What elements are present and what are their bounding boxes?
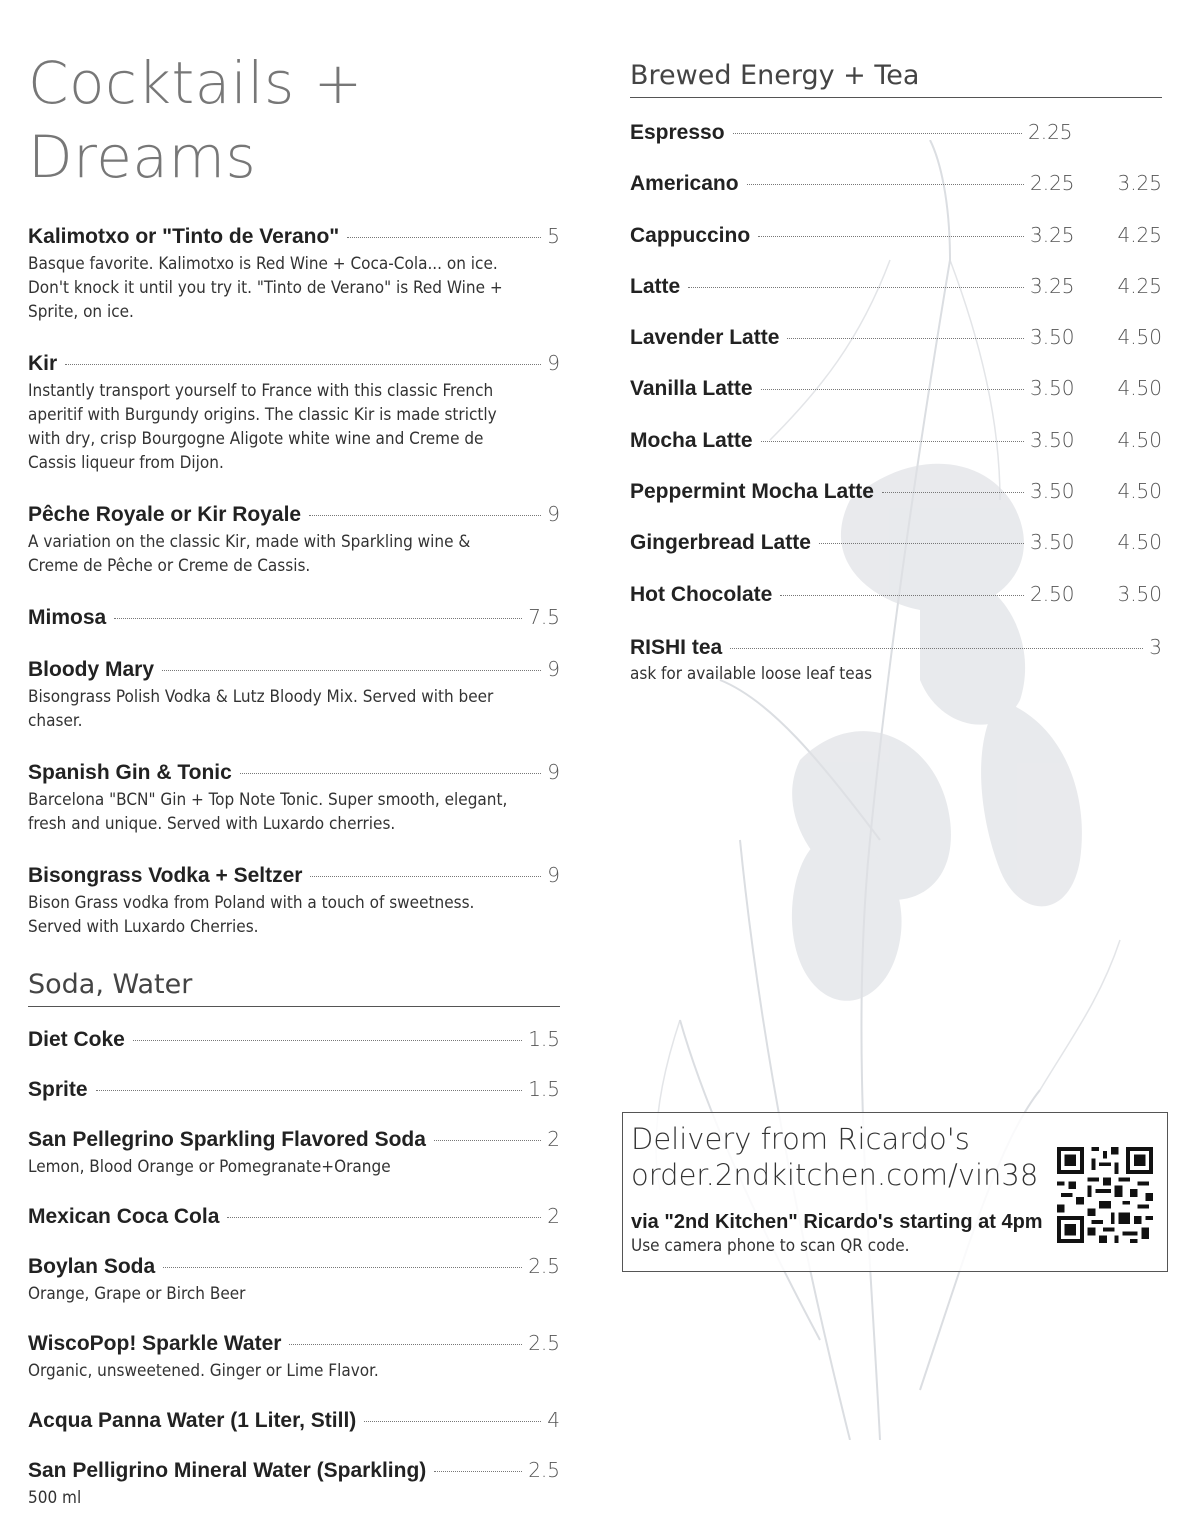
menu-item — [630, 582, 1162, 633]
dot-leader — [309, 515, 541, 516]
left-column — [28, 46, 560, 1535]
menu-item — [28, 1408, 560, 1433]
item-name: Latte — [630, 274, 681, 298]
menu-item — [28, 605, 560, 630]
item-price: 2.50 — [1030, 581, 1075, 606]
delivery-box — [622, 1112, 1168, 1272]
item-price-large: 4.50 — [1117, 376, 1162, 401]
item-price: 3 — [1149, 634, 1162, 659]
item-name: Kir — [28, 352, 58, 375]
item-name: Pêche Royale or Kir Royale — [28, 503, 302, 526]
item-price-large: 4.50 — [1117, 530, 1162, 555]
menu-item — [28, 760, 560, 836]
dot-leader — [96, 1090, 523, 1091]
dot-leader — [780, 595, 1024, 596]
item-name: Hot Chocolate — [630, 582, 773, 606]
item-name: Cappuccino — [630, 223, 751, 247]
dot-leader — [289, 1344, 522, 1345]
item-price-large: 4.25 — [1117, 222, 1162, 247]
menu-item — [28, 502, 560, 578]
item-name: Peppermint Mocha Latte — [630, 480, 874, 504]
menu-item — [630, 325, 1162, 376]
item-price: 9 — [547, 760, 560, 784]
item-description: Basque favorite. Kalimotxo is Red Wine + Coca-Cola... on ice. Don't knock it until you try it. "Tinto de Verano" is Red Wine + Sprite, on ice. — [28, 254, 503, 322]
menu-item — [630, 376, 1162, 427]
item-price: 2.5 — [528, 1331, 560, 1355]
dot-leader — [688, 287, 1024, 288]
menu-item — [28, 1331, 560, 1383]
item-name: Sprite — [28, 1078, 88, 1101]
dot-leader — [114, 618, 522, 619]
dot-leader — [758, 236, 1024, 237]
dot-leader — [747, 184, 1024, 185]
item-price: 1.5 — [528, 1077, 560, 1101]
item-name: Boylan Soda — [28, 1255, 156, 1278]
item-price-large: 4.50 — [1117, 427, 1162, 452]
item-name: Acqua Panna Water (1 Liter, Still) — [28, 1409, 357, 1432]
menu-item — [630, 223, 1162, 274]
item-price: 2 — [547, 1127, 560, 1151]
menu-item — [28, 1204, 560, 1229]
section-heading: Soda, Water — [28, 969, 560, 1007]
item-name: RISHI tea — [630, 635, 723, 659]
item-name: Kalimotxo or "Tinto de Verano" — [28, 225, 340, 248]
title-line-2: Dreams — [28, 123, 257, 191]
dot-leader — [730, 648, 1143, 649]
item-name: San Pelligrino Mineral Water (Sparkling) — [28, 1459, 427, 1482]
dot-leader — [133, 1040, 522, 1041]
menu-item-rishi-tea — [630, 635, 1162, 686]
item-price: 5 — [547, 224, 560, 248]
item-price: 1.5 — [528, 1027, 560, 1051]
item-description: Bisongrass Polish Vodka & Lutz Bloody Mix. Served with beer chaser. — [28, 687, 494, 731]
item-price: 2.5 — [528, 1254, 560, 1278]
item-name: Espresso — [630, 121, 725, 144]
item-price: 3.50 — [1030, 325, 1075, 350]
menu-item — [630, 120, 1073, 171]
item-price: 2 — [547, 1204, 560, 1228]
item-price: 7.5 — [528, 605, 560, 629]
dot-leader — [761, 389, 1024, 390]
item-price-large: 4.25 — [1117, 273, 1162, 298]
item-description: 500 ml — [28, 1488, 82, 1508]
page-title — [28, 46, 560, 194]
menu-item — [630, 171, 1162, 222]
item-price: 3.25 — [1030, 273, 1075, 298]
item-price: 3.50 — [1030, 479, 1075, 504]
item-price: 3.50 — [1030, 376, 1075, 401]
item-name: Bloody Mary — [28, 658, 155, 681]
item-price-large: 3.25 — [1117, 171, 1162, 196]
item-name: WiscoPop! Sparkle Water — [28, 1332, 282, 1355]
right-column — [630, 60, 1162, 686]
item-price: 9 — [547, 657, 560, 681]
item-name: Gingerbread Latte — [630, 531, 811, 555]
dot-leader — [434, 1140, 541, 1141]
delivery-note: Use camera phone to scan QR code. — [631, 1236, 910, 1256]
item-description: Lemon, Blood Orange or Pomegranate+Orange — [28, 1157, 391, 1177]
item-name: Vanilla Latte — [630, 377, 753, 401]
menu-item — [28, 1027, 560, 1052]
menu-item — [630, 530, 1162, 581]
menu-item — [28, 224, 560, 324]
delivery-heading: Delivery from Ricardo's — [631, 1122, 970, 1156]
item-name: Mimosa — [28, 606, 107, 629]
item-description: Bison Grass vodka from Poland with a touch of sweetness. Served with Luxardo Cherries. — [28, 893, 475, 937]
title-line-1: Cocktails + — [28, 49, 363, 117]
item-description: Orange, Grape or Birch Beer — [28, 1284, 246, 1304]
item-price: 9 — [547, 351, 560, 375]
soda-water-section — [28, 969, 560, 1510]
item-price: 9 — [547, 863, 560, 887]
item-description: A variation on the classic Kir, made with Sparkling wine & Creme de Pêche or Creme de Cassis. — [28, 532, 471, 576]
dot-leader — [347, 237, 541, 238]
cocktails-list — [28, 224, 560, 939]
item-description: ask for available loose leaf teas — [630, 663, 873, 684]
item-price: 3.50 — [1030, 530, 1075, 555]
menu-item — [630, 479, 1162, 530]
soda-list — [28, 1027, 560, 1510]
item-name: Mexican Coca Cola — [28, 1205, 220, 1228]
menu-item — [28, 863, 560, 939]
dot-leader — [364, 1421, 541, 1422]
dot-leader — [787, 338, 1024, 339]
item-name: Bisongrass Vodka + Seltzer — [28, 864, 303, 887]
item-price: 4 — [547, 1408, 560, 1432]
item-price-large: 4.50 — [1117, 325, 1162, 350]
item-name: Lavender Latte — [630, 326, 780, 350]
dot-leader — [761, 441, 1024, 442]
menu-item — [630, 274, 1162, 325]
item-description: Barcelona "BCN" Gin + Top Note Tonic. Super smooth, elegant, fresh and unique. Served with Luxardo cherries. — [28, 790, 508, 834]
item-price: 3.25 — [1030, 222, 1075, 247]
item-price: 2.25 — [1030, 171, 1075, 196]
item-name: Americano — [630, 172, 739, 196]
item-price: 9 — [547, 502, 560, 526]
menu-item — [28, 657, 560, 733]
item-description: Organic, unsweetened. Ginger or Lime Flavor. — [28, 1361, 379, 1381]
dot-leader — [434, 1471, 522, 1472]
dot-leader — [240, 773, 541, 774]
item-name: San Pellegrino Sparkling Flavored Soda — [28, 1128, 426, 1151]
menu-item — [28, 1077, 560, 1102]
dot-leader — [163, 1267, 522, 1268]
dot-leader — [310, 876, 541, 877]
dot-leader — [162, 670, 541, 671]
menu-item — [28, 1458, 560, 1510]
menu-item — [630, 428, 1162, 479]
delivery-url[interactable]: order.2ndkitchen.com/vin38 — [631, 1158, 1039, 1192]
item-price: 3.50 — [1030, 427, 1075, 452]
item-price-large: 4.50 — [1117, 479, 1162, 504]
item-description: Instantly transport yourself to France with this classic French aperitif with Burgundy origins. The classic Kir is made strictly with dry, crisp Bourgogne Aligote white wine and Creme de Cassis liqueur from Dijon. — [28, 381, 497, 473]
item-price: 2.25 — [1028, 120, 1073, 144]
item-name: Spanish Gin & Tonic — [28, 761, 232, 784]
delivery-via: via "2nd Kitchen" Ricardo's starting at 4pm — [631, 1211, 1043, 1233]
item-price: 2.5 — [528, 1458, 560, 1482]
menu-item — [28, 351, 560, 475]
qr-code-icon[interactable] — [1057, 1147, 1153, 1243]
coffee-list — [630, 120, 1162, 686]
dot-leader — [227, 1217, 541, 1218]
section-heading: Brewed Energy + Tea — [630, 60, 1162, 98]
item-name: Diet Coke — [28, 1028, 125, 1051]
dot-leader — [819, 543, 1024, 544]
item-price-large: 3.50 — [1117, 581, 1162, 606]
menu-item — [28, 1254, 560, 1306]
item-name: Mocha Latte — [630, 428, 753, 452]
dot-leader — [882, 492, 1024, 493]
menu-item — [28, 1127, 560, 1179]
dot-leader — [733, 133, 1022, 134]
dot-leader — [65, 364, 541, 365]
